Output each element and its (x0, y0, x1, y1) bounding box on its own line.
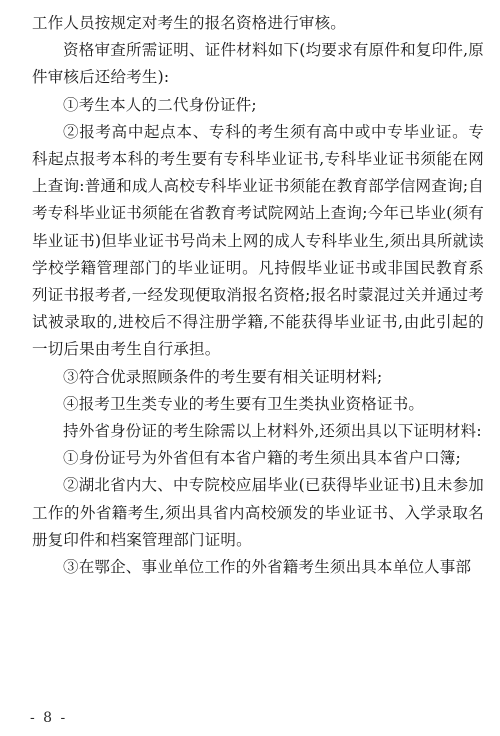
paragraph-item-health-cert: ④报考卫生类专业的考生要有卫生类执业资格证书。 (63, 394, 425, 413)
paragraph-item-preferential: ③符合优录照顾条件的考生要有相关证明材料; (63, 367, 383, 386)
paragraph-out-of-province: 持外省身份证的考生除需以上材料外,还须出具以下证明材料: (63, 422, 482, 441)
paragraph-review-note: 工作人员按规定对考生的报名资格进行审核。 (32, 14, 347, 32)
page-number: - 8 - (30, 710, 68, 726)
paragraph-item-hubei-employees: ③在鄂企、事业单位工作的外省籍考生须出具本单位人事部 (63, 558, 472, 577)
paragraph-item-household-register: ①身份证号为外省但有本省户籍的考生须出具本省户口簿; (63, 449, 461, 468)
paragraph-item-diploma: ②报考高中起点本、专科的考生须有高中或中专毕业证。专科起点报考本科的考生要有专科毕业证书,专科毕业证书须能在网上查询:普通和成人高校专科毕业证书须能在教育部学信网查询;自考专科毕业证书须能在省教育考试院网站上查询;今年已毕业(须有毕业证书)但毕业证书号尚未上网的成人专科毕业生,须出具所就读学校学籍管理部门的毕业证明。凡持假毕业证书或非国民教育系列证书报考者,一经发现便取消报名资格;报名时蒙混过关并通过考试被录取的,进校后不得注册学籍,不能获得毕业证书,由此引起的一切后果由考生自行承担。 (32, 122, 484, 359)
paragraph-required-materials: 资格审查所需证明、证件材料如下(均要求有原件和复印件,原件审核后还给考生): (32, 41, 484, 87)
paragraph-item-hubei-graduates: ②湖北省内大、中专院校应届毕业(已获得毕业证书)且未参加工作的外省籍考生,须出具省内高校颁发的毕业证书、入学录取名册复印件和档案管理部门证明。 (32, 476, 484, 549)
paragraph-item-id-card: ①考生本人的二代身份证件; (63, 95, 257, 114)
document-body (32, 10, 484, 581)
